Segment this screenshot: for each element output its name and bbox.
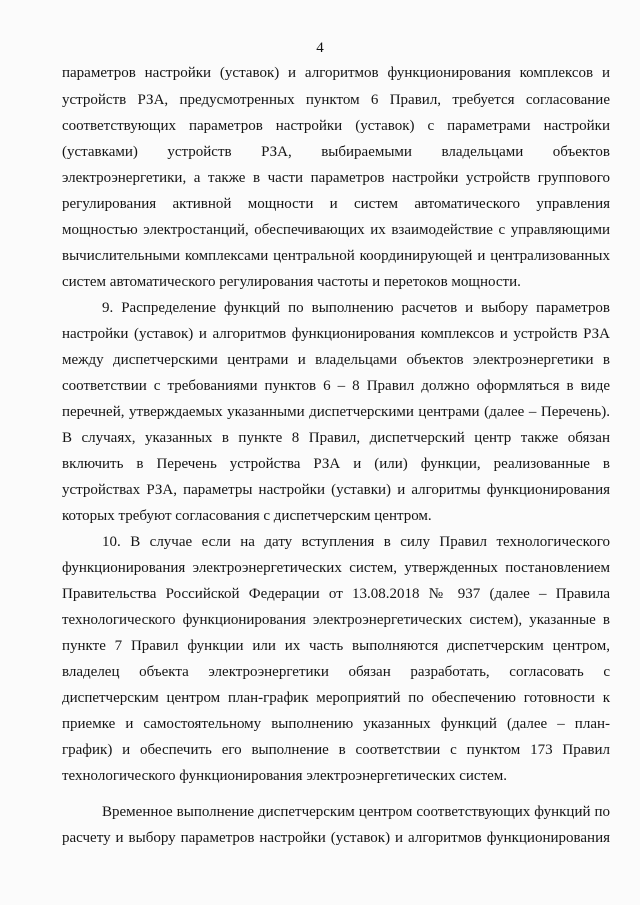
text-line: настройки (уставок) и алгоритмов функционирования комплексов и устройств РЗА	[62, 326, 610, 342]
text-line: соответствии с требованиями пунктов 6 – 8 Правил должно оформляться в виде	[62, 378, 610, 394]
text-line: мощностью электростанций, обеспечивающих их взаимодействие с управляющими	[62, 222, 610, 238]
text-line: вычислительными комплексами центральной координирующей и централизованных	[62, 248, 610, 264]
text-line: устройствах РЗА, параметры настройки (уставки) и алгоритмы функционирования	[62, 482, 610, 498]
text-line: технологического функционирования электроэнергетических систем), указанные в	[62, 612, 610, 628]
text-line: пункте 7 Правил функции или их часть выполняются диспетчерским центром,	[62, 638, 610, 654]
text-line: устройств РЗА, предусмотренных пунктом 6 Правил, требуется согласование	[62, 92, 610, 108]
text-line: технологического функционирования электроэнергетических систем.	[62, 768, 508, 784]
text-line: соответствующих параметров настройки (уставок) с параметрами настройки	[62, 118, 610, 134]
text-line: электроэнергетики, а также в части параметров настройки устройств группового	[62, 170, 610, 186]
text-line: которых требуют согласования с диспетчерским центром.	[62, 508, 432, 524]
text-line: график) и обеспечить его выполнение в соответствии с пунктом 173 Правил	[62, 742, 610, 758]
text-line: 9. Распределение функций по выполнению расчетов и выбору параметров	[102, 300, 610, 316]
text-line: диспетчерским центром план-график мероприятий по обеспечению готовности к	[62, 690, 610, 706]
text-line: (уставками) устройств РЗА, выбираемыми владельцами объектов	[62, 144, 610, 160]
text-line: регулирования активной мощности и систем автоматического управления	[62, 196, 610, 212]
text-line: владелец объекта электроэнергетики обязан разработать, согласовать с	[62, 664, 610, 680]
text-line: перечней, утверждаемых указанными диспетчерскими центрами (далее – Перечень).	[62, 404, 610, 420]
text-line: параметров настройки (уставок) и алгоритмов функционирования комплексов и	[62, 65, 610, 81]
text-line: систем автоматического регулирования частоты и перетоков мощности.	[62, 274, 521, 290]
text-line: приемке и самостоятельному выполнению указанных функций (далее – план-	[62, 716, 610, 732]
text-line: между диспетчерскими центрами и владельцами объектов электроэнергетики в	[62, 352, 610, 368]
text-line: включить в Перечень устройства РЗА и (или) функции, реализованные в	[62, 456, 610, 472]
page-number: 4	[316, 40, 324, 56]
text-line: 10. В случае если на дату вступления в силу Правил технологического	[102, 534, 610, 550]
text-line: Правительства Российской Федерации от 13.08.2018 № 937 (далее – Правила	[62, 586, 610, 602]
text-line: расчету и выбору параметров настройки (уставок) и алгоритмов функционирования	[62, 830, 610, 846]
text-line: В случаях, указанных в пункте 8 Правил, диспетчерский центр также обязан	[62, 430, 610, 446]
text-line: функционирования электроэнергетических систем, утвержденных постановлением	[62, 560, 610, 576]
text-line: Временное выполнение диспетчерским центром соответствующих функций по	[102, 804, 610, 820]
